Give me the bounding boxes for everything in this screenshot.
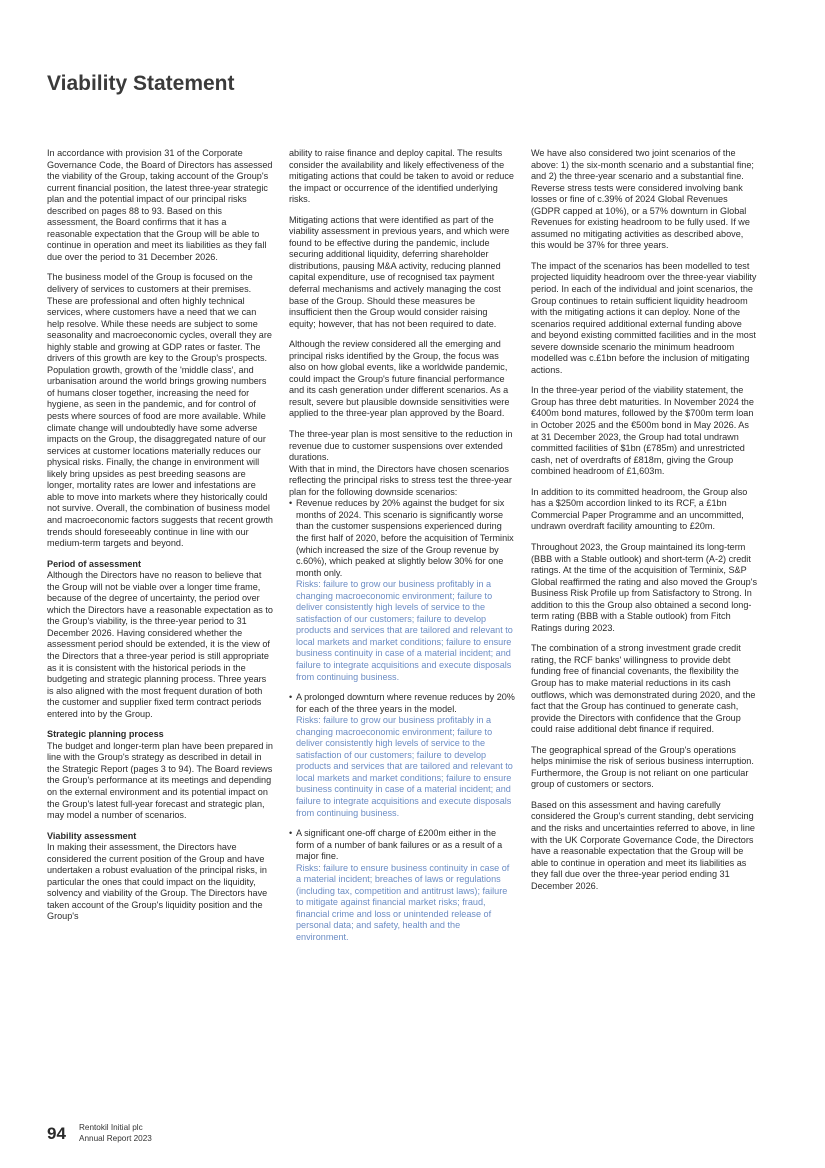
column-right xyxy=(531,148,757,901)
geographical-spread-paragraph: The geographical spread of the Group's operations helps minimise the risk of serious business interruption. Furthermore, the Group is not reliant on one particular group of customers or sectors. xyxy=(531,744,754,790)
footer-publication xyxy=(79,1123,152,1144)
bullet-mark: • xyxy=(289,692,293,703)
viability-assessment-heading: Viability assessment xyxy=(47,830,137,841)
scenario-bullet xyxy=(289,692,515,819)
scenario-text: A prolonged downturn where revenue reduces by 20% for each of the three years in the model. xyxy=(296,692,515,714)
scenarios-intro-paragraph: With that in mind, the Directors have chosen scenarios reflecting the principal risks to stress test the three-year plan for the following downside scenarios: xyxy=(289,463,512,497)
joint-scenarios-paragraph: We have also considered two joint scenarios of the above: 1) the six-month scenario and a substantial fine; and 2) the three-year scenario and a substantial fine. Reverse stress tests were considered involving bank losses or fine of c.39% of 2024 Global Revenues (GDPR capped at 10%), or a 57% downturn in Global Revenues for existing headroom to be fully used. If we assumed no mitigating activities as described above, this would be 37% for three years. xyxy=(531,148,754,251)
page-title: Viability Statement xyxy=(47,72,235,95)
impact-paragraph: The impact of the scenarios has been modelled to test projected liquidity headroom over the three-year viability period. In each of the individual and joint scenarios, the Group continues to retain sufficient liquidity headroom with the mitigating actions it can deploy. None of the scenarios required additional external funding above and beyond existing committed facilities and in the most severe downside scenario the minimum headroom modelled was c.£1bn before the inclusion of mitigating actions. xyxy=(531,260,757,375)
strategic-planning-paragraph: The budget and longer-term plan have been prepared in line with the Group's strategy as described in detail in the Strategic Report (pages 3 to 94). The Board reviews the Group's performance at its meetings and depending on the external environment and its potential impact on the Group's latest full-year forecast and strategic plan, may model a number of scenarios. xyxy=(47,740,273,821)
scenario-bullet xyxy=(289,828,515,943)
viability-assessment-paragraph: In making their assessment, the Directors have considered the current position of the Group and have undertaken a robust evaluation of the principal risks, in particular the ones that could impact on the liquidity, solvency and viability of the Group. The Directors have taken account of the Group's liquidity position and the Group's xyxy=(47,842,268,922)
conclusion-paragraph: Based on this assessment and having carefully considered the Group's current standing, debt servicing and the risks and uncertainties referred to above, in line with the UK Corporate Governance Code, the Directors have a reasonable expectation that the Group will be able to continue in operation and meet its liabilities as they fall due over the three-year period ending 31 December 2026. xyxy=(531,799,755,891)
scenario-text: A significant one-off charge of £200m either in the form of a number of bank failures or as a result of a major fine. xyxy=(296,828,503,862)
page-number: 94 xyxy=(47,1124,66,1143)
report-name: Annual Report 2023 xyxy=(79,1133,152,1143)
sensitivity-paragraph: The three-year plan is most sensitive to the reduction in revenue due to customer suspensions over extended durations. xyxy=(289,429,513,463)
column-middle xyxy=(289,148,515,953)
scenario-bullet xyxy=(289,498,515,683)
scenario-risks: Risks: failure to grow our business profitably in a changing macroeconomic environment; failure to deliver consistently high levels of service to the satisfaction of our customers; failure to develop products and services that are tailored and relevant to local markets and market conditions; failure to ensure business continuity in case of a material incident; and failure to integrate acquisitions and execute disposals from continuing business. xyxy=(296,715,513,818)
company-name: Rentokil Initial plc xyxy=(79,1123,143,1132)
period-of-assessment-heading: Period of assessment xyxy=(47,558,142,569)
finance-paragraph: ability to raise finance and deploy capital. The results consider the availability and likely effectiveness of the mitigating actions that could be taken to avoid or reduce the impact or occurrence of the identified underlying risks. xyxy=(289,148,514,205)
mitigating-actions-paragraph: Mitigating actions that were identified as part of the viability assessment in previous years, and which were found to be effective during the pandemic, include securing additional liquidity, deferring shareholder distributions, pausing M&A activity, reducing planned capital expenditure, use of recognised tax payment deferral mechanisms and actively managing the cost base of the Group. Should these measures be insufficient then the Group would consider raising equity; however, that has not been required to date. xyxy=(289,214,510,329)
confidence-paragraph: The combination of a strong investment grade credit rating, the RCF banks' willingness to provide debt funding free of financial covenants, the flexibility the Group has to make material reductions in its cash outflows, which was demonstrated during 2020, and the fact that the Group has continued to generate cash, provide the Directors with confidence that the Group could raise additional debt finance if required. xyxy=(531,643,756,735)
intro-paragraph: In accordance with provision 31 of the Corporate Governance Code, the Board of Directors has assessed the viability of the Group, taking account of the Group's current financial position, the latest three-year strategic plan and the potential impact of our principal risks described on pages 88 to 93. Based on this assessment, the Board confirms that it has a reasonable expectation that the Group will be able to continue in operation and meet its liabilities as they fall due over the period to 31 December 2026. xyxy=(47,148,273,262)
scenario-risks: Risks: failure to ensure business continuity in case of a material incident; breaches of laws or regulations (including tax, competition and antitrust laws); failure to mitigate against financial market risks; fraud, financial crime and loss or unintended release of personal data; and safety, health and the environment. xyxy=(296,862,510,942)
credit-ratings-paragraph: Throughout 2023, the Group maintained its long-term (BBB with a Stable outlook) and short-term (A-2) credit ratings. At the time of the acquisition of Terminix, S&P Global reaffirmed the rating and also moved the Group's Business Risk Profile up from Satisfactory to Strong. In addition to this the Group also obtained a second long-term rating (BBB with a Stable outlook) from Fitch Ratings during 2023. xyxy=(531,541,758,633)
review-paragraph: Although the review considered all the emerging and principal risks identified by the Group, the focus was also on how global events, like a worldwide pandemic, could impact the Group's future financial performance and its cash generation under different scenarios. As a result, severe but plausible downside sensitivities were applied to the three-year plan approved by the Board. xyxy=(289,339,510,419)
committed-headroom-paragraph: In addition to its committed headroom, the Group also has a $250m accordion linked to its RCF, a £1bn Commercial Paper Programme and an uncommitted, undrawn overdraft facility amounting to £20m. xyxy=(531,486,748,532)
period-of-assessment-paragraph: Although the Directors have no reason to believe that the Group will not be viable over a longer time frame, because of the degree of uncertainty, the period over which the Directors have a reasonable expectation as to the Group's viability, is the three-year period to 31 December 2026. Having considered whether the assessment period should be extended, it is the view of the Directors that a three-year period is still appropriate as it is consistent with the historical periods in the budgeting and strategic planning process. Three years is also aligned with the most frequent duration of both the customer and supplier fixed term contract periods entered into by the Group. xyxy=(47,570,273,719)
scenario-risks: Risks: failure to grow our business profitably in a changing macroeconomic environment; failure to deliver consistently high levels of service to the satisfaction of our customers; failure to develop products and services that are tailored and relevant to local markets and market conditions; failure to ensure business continuity in case of a material incident; and failure to integrate acquisitions and execute disposals from continuing business. xyxy=(296,579,513,682)
bullet-mark: • xyxy=(289,828,293,839)
business-model-paragraph: The business model of the Group is focused on the delivery of services to customers at their premises. These are professional and often highly technical services, where customers have a need that we can help resolve. While these needs are subject to some seasonality and macroeconomic cycles, overall they are highly stable and growing at GDP rates or faster. The drivers of this growth are key to the Group's prospects. Population growth, growth of the 'middle class', and urbanisation around the world brings growing numbers of humans closer together, increasing the need for hygiene, as seen in the pandemic, and for control of pests where sources of food are more available. While climate change will undoubtedly have some adverse impacts on the Group, the disaggregated nature of our services at customer locations materially reduces our physical risks. Finally, the change in environment will likely bring upsides as pest breeding seasons are longer, mortality rates are lower and infestations are able to move into markets where they historically could not survive. Overall, the combination of business model and macroeconomic factors suggests that recent growth trends should foreseeably continue in line with our medium-term targets and beyond. xyxy=(47,272,273,549)
debt-maturities-paragraph: In the three-year period of the viability statement, the Group has three debt maturities. In November 2024 the €400m bond matures, followed by the $700m term loan in October 2025 and the €500m bond in May 2026. As at 31 December 2023, the Group had total undrawn committed facilities of $1bn (£785m) and unrestricted cash, net of overdrafts of £818m, giving the Group combined headroom of £1,603m. xyxy=(531,385,754,477)
scenario-text: Revenue reduces by 20% against the budget for six months of 2024. This scenario is significantly worse than the customer suspensions experienced during the first half of 2020, before the acquisition of Terminix (which increased the size of the Group revenue by c.60%), which peaked at slightly below 30% for one month only. xyxy=(296,498,514,578)
strategic-planning-heading: Strategic planning process xyxy=(47,729,164,740)
column-left xyxy=(47,148,273,932)
bullet-mark: • xyxy=(289,498,293,509)
